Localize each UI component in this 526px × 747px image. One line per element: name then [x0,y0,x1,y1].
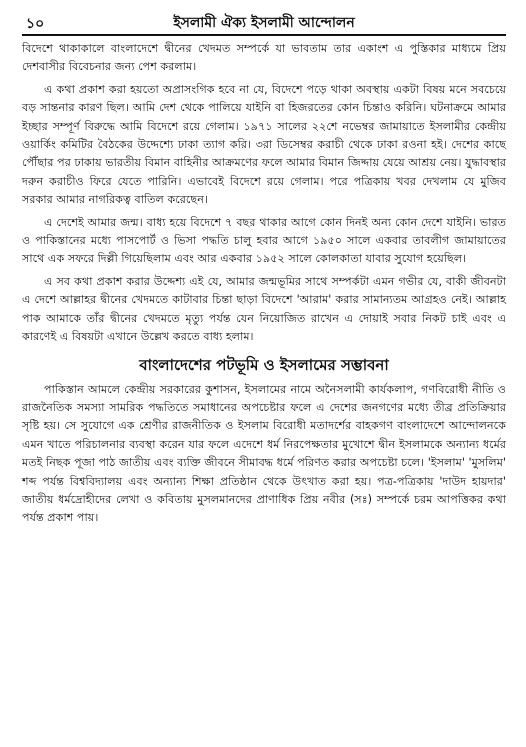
paragraph-birthplace: এ দেশেই আমার জন্ম। বাধ্য হয়ে বিদেশে ৭ বছর থাকার আগে কোন দিনই অন্য কোন দেশে যাইনি। ভারত ও পাকিস্তানের মধ্যে পাসপোর্ট ও ভিসা পদ্ধতি চালু হবার আগে ১৯৫০ সালে একবার তাবলীগ জামায়াতের সাথে এক সফরে দিল্লী গিয়েছিলাম এবং আর একবার ১৯৫২ সালে কোলকাতা যাবার সুযোগ হয়েছিল। [22,215,506,266]
paragraph-exile: এ কথা প্রকাশ করা হয়তো অপ্রাসংগিক হবে না যে, বিদেশে পড়ে থাকা অবস্থায় একটা বিষয় মনে সবচেয়ে বড় সান্তনার কারণ ছিল। আমি দেশ থেকে পালিয়ে যাইনি বা হিজরতের কোন চিন্তাও করিনি। ঘটনাক্রমে আমার ইচ্ছার সম্পূর্ণ বিরুদ্ধে আমি বিদেশে রয়ে গেলাম। ১৯৭১ সালের ২২শে নভেম্বর জামায়াতে ইসলামীর কেন্দ্রীয় ওয়ার্কিং কমিটির বৈঠকের উদ্দেশ্যে ঢাকা ত্যাগ করি। ৩রা ডিসেম্বর করাচী থেকে ঢাকা রওনা হই। দেশের কাছে পৌঁছার পর ঢাকায় ভারতীয় বিমান বাহিনীর আক্রমণের ফলে আমার বিমান জিদ্দায় যেয়ে আশ্রয় নেয়। যুদ্ধাবস্থার দরুন করাচীও ফিরে যেতে পারিনি। এভাবেই বিদেশে রয়ে গেলাম। পরে পত্রিকায় খবর দেখলাম যে মুজিব সরকার আমার নাগরিকত্ব বাতিল করেছেন। [22,82,506,207]
page-header [22,10,506,32]
paragraph-intro: বিদেশে থাকাকালে বাংলাদেশে দ্বীনের খেদমত সম্পর্কে যা ভাবতাম তার একাংশ এ পুস্তিকার মাধ্যমে প্রিয় দেশবাসীর বিবেচনার জন্য পেশ করলাম। [22,42,506,74]
section-heading: বাংলাদেশের পটভূমি ও ইসলামের সম্ভাবনা [139,355,389,374]
page-number: ১০ [26,16,45,32]
running-title: ইসলামী ঐক্য ইসলামী আন্দোলন [173,15,355,31]
paragraph-background: পাকিস্তান আমলে কেন্দ্রীয় সরকারের কুশাসন, ইসলামের নামে অনৈসলামী কার্যকলাপ, গণবিরোধী নীতি ও রাজনৈতিক সমস্যা সামরিক পদ্ধতিতে সমাধানের অপচেষ্টার ফলে এ দেশের জনগণের মধ্যে তীব্র প্রতিক্রিয়ার সৃষ্টি হয়। সে সুযোগে এক শ্রেণীর রাজনীতিক ও ইসলাম বিরোধী মতাদর্শের বাহকগণ বাংলাদেশে আন্দোলনকে এমন খাতে পরিচালনার ব্যবস্থা করেন যার ফলে এদেশে ধর্ম নিরপেক্ষতার মুখোশে দ্বীন ইসলামকে অন্যান্য ধর্মের মতই নিছক পূজা পাঠ জাতীয় এবং ব্যক্তি জীবনে সীমাবদ্ধ ধর্মে পরিণত করার অপচেষ্টা চলে। 'ইসলাম' 'মুসলিম' শব্দ পর্যন্ত বিশ্ববিদ্যালয় এবং অন্যান্য শিক্ষা প্রতিষ্ঠান থেকে উৎখাত করা হয়। পত্র-পত্রিকায় 'দাউদ হায়দার' জাতীয় ধর্মদ্রোহীদের লেখা ও কবিতায় মুসলমানদের প্রাণাধিক প্রিয় নবীর (সঃ) সম্পর্কে চরম আপত্তিকর কথা পর্যন্ত প্রকাশ পায়। [22,382,506,525]
paragraph-purpose: এ সব কথা প্রকাশ করার উদ্দেশ্য এই যে, আমার জন্মভূমির সাথে সম্পর্কটা এমন গভীর যে, বাকী জীবনটা এ দেশে আল্লাহর দ্বীনের খেদমতে কাটাবার চিন্তা ছাড়া বিদেশে 'আরাম' করার সামান্যতম আগ্রহও নেই। আল্লাহ পাক আমাকে তাঁর দ্বীনের খেদমতে মৃত্যু পর্যন্ত যেন নিয়োজিত রাখেন এ দোয়াই সবার নিকট চাই এবং এ কারণেই এ বিষয়টা এখানে উল্লেখ করতে বাধ্য হলাম। [22,274,506,344]
